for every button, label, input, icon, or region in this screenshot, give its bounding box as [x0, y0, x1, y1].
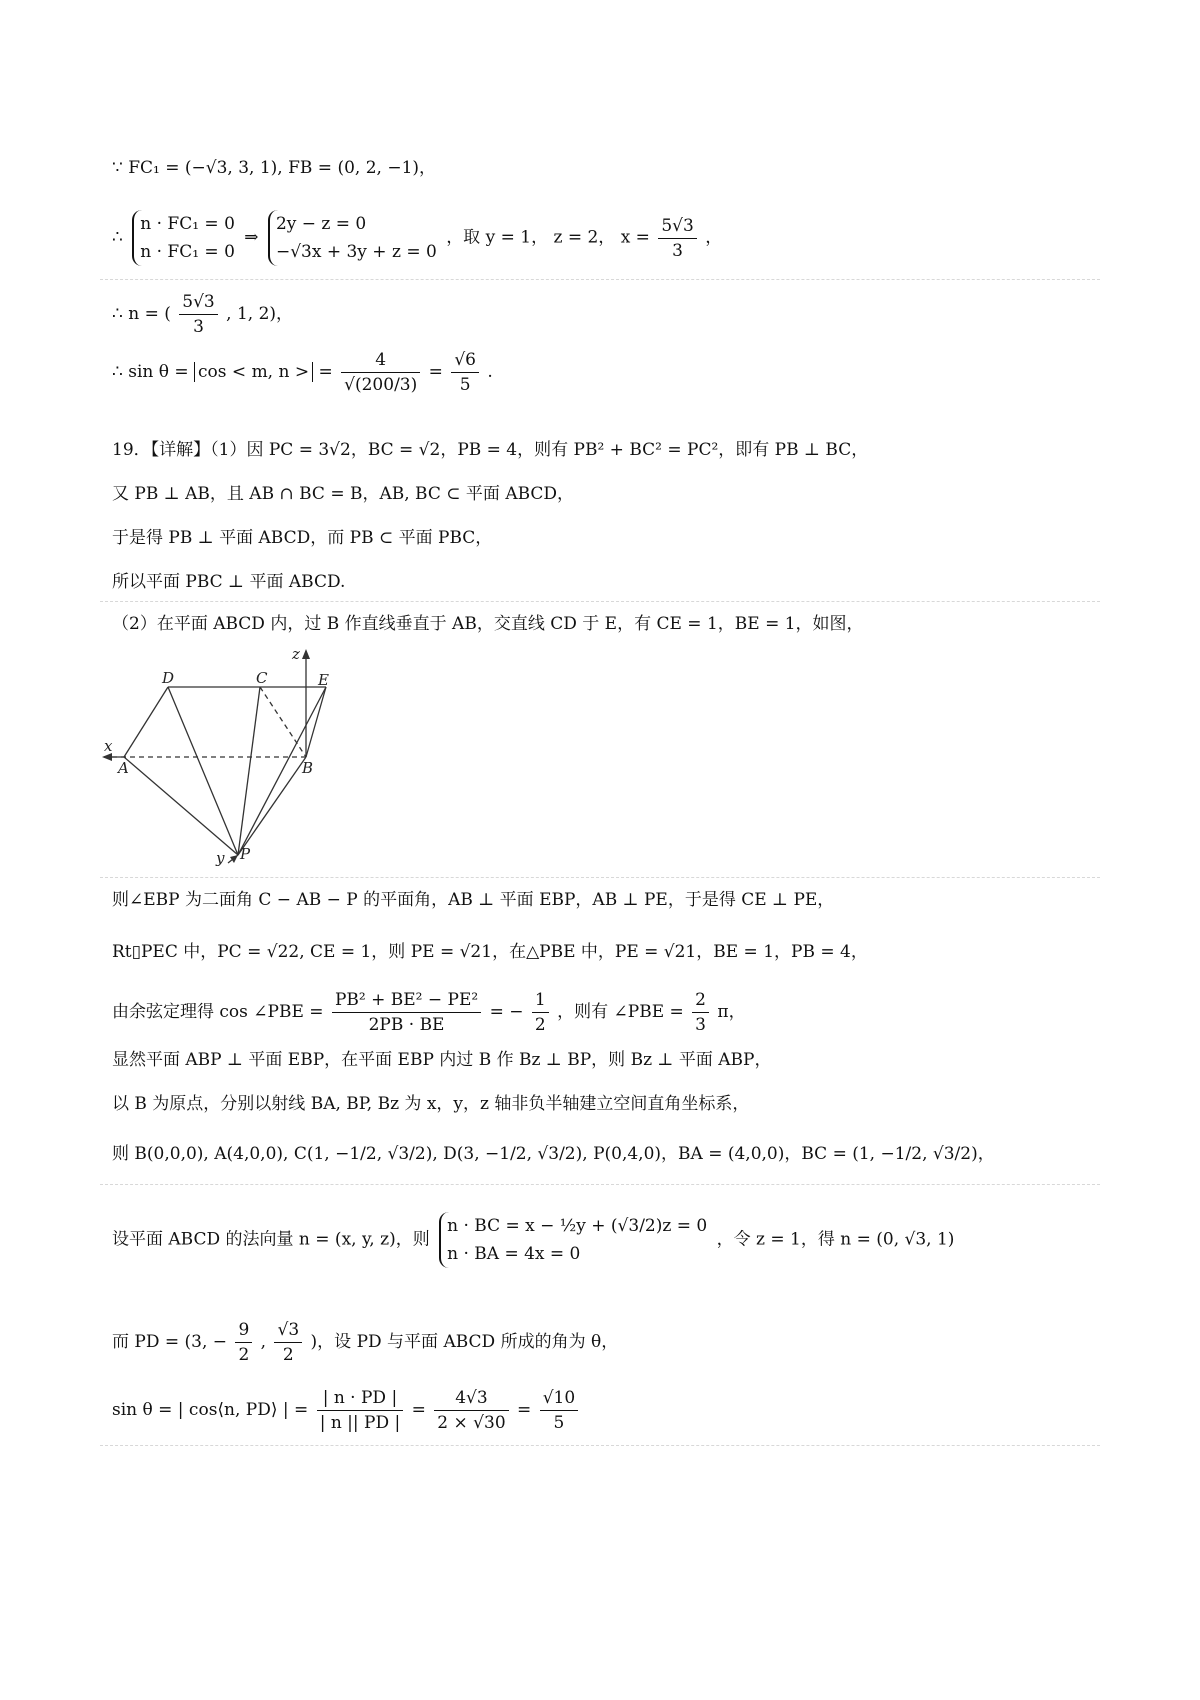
text-sin-theta-2: sin θ = | cos⟨n, PD⟩ | = — [112, 1400, 309, 1420]
equals-sign: = — [318, 362, 333, 382]
fraction-denominator: 5 — [553, 1413, 565, 1433]
edge-AP — [124, 757, 238, 855]
dashed-separator — [100, 1445, 1100, 1446]
fraction-denominator: 5 — [459, 375, 471, 395]
label-E: E — [318, 671, 329, 689]
fraction-denominator: 2 — [534, 1015, 546, 1035]
text-line-5: 19．【详解】（1）因 PC = 3√2，BC = √2，PB = 4，则有 PB² + BC² = PC²，即有 PB ⊥ BC， — [112, 440, 869, 460]
fraction-numerator: PB² + BE² − PE² — [332, 988, 481, 1013]
z-axis-arrowhead — [302, 649, 310, 659]
text-cosine-law: 由余弦定理得 cos ∠PBE = — [112, 1002, 324, 1022]
abs-cos-expression: cos < m, n > — [194, 362, 313, 382]
label-D: D — [162, 669, 175, 687]
fraction-two-thirds — [692, 988, 709, 1037]
text-n-vector: ∴ n = ( — [112, 304, 171, 324]
fraction-denominator: 2PB · BE — [368, 1015, 445, 1035]
text-line-17 — [112, 1318, 618, 1367]
label-C: C — [256, 669, 268, 687]
equals-sign: = — [428, 362, 443, 382]
equation-system-2 — [268, 210, 437, 266]
text-choose-values: ，取 y = 1， z = 2， x = — [446, 227, 650, 248]
fraction-denominator: 2 × √30 — [437, 1413, 506, 1433]
fraction-denominator: 3 — [672, 240, 683, 261]
text-line-6: 又 PB ⊥ AB，且 AB ∩ BC = B，AB, BC ⊂ 平面 ABCD， — [112, 484, 575, 504]
text-angle-pbe: ，则有 ∠PBE = — [557, 1002, 684, 1022]
dashed-separator — [100, 601, 1100, 602]
text-line-7: 于是得 PB ⊥ 平面 ABCD，而 PB ⊂ 平面 PBC， — [112, 528, 493, 548]
fraction-numerator: 9 — [235, 1318, 252, 1343]
fraction-denominator: 3 — [695, 1015, 706, 1035]
fraction-dot-over-norms — [317, 1386, 404, 1435]
fraction-denominator: 2 — [282, 1345, 294, 1365]
edge-DP — [168, 687, 238, 855]
edge-CP — [238, 687, 260, 855]
system-2-row-2: −√3x + 3y + z = 0 — [275, 242, 437, 262]
text-line-9: （2）在平面 ABCD 内，过 B 作直线垂直于 AB，交直线 CD 于 E，有 CE = 1，BE = 1，如图， — [112, 614, 864, 634]
system-3-row-1: n · BC = x − ½y + (√3/2)z = 0 — [447, 1216, 708, 1236]
text-line-10: 则∠EBP 为二面角 C − AB − P 的平面角，AB ⊥ 平面 EBP，AB ⊥ PE，于是得 CE ⊥ PE， — [112, 890, 835, 910]
text-line-14: 以 B 为原点，分别以射线 BA, BP, Bz 为 x，y，z 轴非负半轴建立空间直角坐标系， — [112, 1094, 750, 1114]
fraction-numerator: | n · PD | — [317, 1386, 404, 1411]
dashed-separator — [100, 877, 1100, 878]
fraction-n-component — [179, 290, 217, 339]
fraction-numerator: 2 — [692, 988, 709, 1013]
implies-arrow: ⇒ — [244, 227, 259, 248]
edge-CB — [260, 687, 306, 757]
text-normal-vector-result: ，令 z = 1，得 n = (0, √3, 1) — [716, 1229, 955, 1250]
punctuation: ， — [705, 227, 723, 248]
equals-sign: = — [517, 1400, 532, 1420]
text-line-11: Rt▯PEC 中，PC = √22, CE = 1，则 PE = √21，在△PBE 中，PE = √21，BE = 1，PB = 4， — [112, 942, 868, 962]
fraction-numerator: √10 — [540, 1386, 578, 1411]
text-line-8: 所以平面 PBC ⊥ 平面 ABCD. — [112, 572, 346, 592]
text-line-15: 则 B(0,0,0), A(4,0,0), C(1, −1/2, √3/2), D(3, −1/2, √3/2), P(0,4,0)，BA = (4,0,0)，BC = (1, −1/2, √3/2)， — [112, 1144, 995, 1164]
label-P: P — [240, 845, 251, 863]
system-2-row-1: 2y − z = 0 — [275, 214, 367, 234]
equals-sign: = — [411, 1400, 426, 1420]
text-line-1: ∵ FC₁ = (−√3, 3, 1), FB = (0, 2, −1)， — [112, 158, 437, 178]
fraction-numerator: 5√3 — [179, 290, 217, 315]
fraction-denominator: | n || PD | — [319, 1413, 401, 1433]
text-line-2 — [112, 210, 722, 266]
text-normal-vector: 设平面 ABCD 的法向量 n = (x, y, z)，则 — [112, 1229, 430, 1250]
text-line-3 — [112, 290, 293, 339]
system-1-row-2: n · FC₁ = 0 — [140, 242, 235, 262]
edge-EB — [306, 687, 326, 757]
system-3-row-2: n · BA = 4x = 0 — [447, 1244, 581, 1264]
fraction-cos-pbe — [332, 988, 481, 1037]
text-angle-theta: )，设 PD 与平面 ABCD 所成的角为 θ， — [310, 1332, 619, 1352]
text-line-18 — [112, 1386, 581, 1435]
geometry-figure — [100, 645, 340, 870]
equation-system-3 — [439, 1212, 707, 1268]
text-sin-theta: ∴ sin θ = — [112, 362, 189, 382]
fraction-sin-theta-2 — [451, 348, 479, 397]
text-line-13: 显然平面 ABP ⊥ 平面 EBP，在平面 EBP 内过 B 作 Bz ⊥ BP，则 Bz ⊥ 平面 ABP， — [112, 1050, 772, 1070]
label-x-axis: x — [104, 737, 113, 755]
text-pi: π， — [717, 1002, 746, 1022]
label-B: B — [302, 759, 314, 777]
text-line-12 — [112, 988, 746, 1037]
fraction-numerator: 1 — [532, 988, 549, 1013]
fraction-numerator: 4√3 — [434, 1386, 508, 1411]
comma: , — [260, 1332, 267, 1352]
edge-BP — [238, 757, 306, 855]
label-y-axis: y — [216, 849, 225, 867]
y-axis-arrowhead — [230, 855, 238, 863]
fraction-denominator: 3 — [193, 317, 204, 337]
fraction-denominator: 2 — [238, 1345, 250, 1365]
equation-system-1 — [132, 210, 235, 266]
label-A: A — [118, 759, 129, 777]
text-line-4 — [112, 348, 493, 397]
dashed-separator — [100, 1184, 1100, 1185]
fraction-4root3 — [434, 1386, 508, 1435]
punctuation: . — [487, 362, 493, 382]
text-n-vector-end: , 1, 2)， — [226, 304, 294, 324]
fraction-numerator: 4 — [341, 348, 420, 373]
label-z-axis: z — [292, 645, 300, 663]
edge-DA — [124, 687, 168, 757]
fraction-one-half — [532, 988, 549, 1037]
fraction-root10-over-5 — [540, 1386, 578, 1435]
fraction-numerator: √6 — [451, 348, 479, 373]
fraction-numerator: 5√3 — [658, 214, 696, 239]
fraction-x-value — [658, 214, 696, 263]
fraction-numerator: √3 — [274, 1318, 302, 1343]
therefore-symbol: ∴ — [112, 227, 123, 248]
text-line-16 — [112, 1212, 954, 1268]
fraction-root3-half — [274, 1318, 302, 1367]
fraction-sin-theta-1 — [341, 348, 420, 397]
fraction-denominator: √(200/3) — [344, 375, 418, 395]
system-1-row-1: n · FC₁ = 0 — [140, 214, 235, 234]
equals-negative: = − — [489, 1002, 524, 1022]
dashed-separator — [100, 279, 1100, 280]
text-pd-vector: 而 PD = (3, − — [112, 1332, 228, 1352]
fraction-nine-halves — [235, 1318, 252, 1367]
